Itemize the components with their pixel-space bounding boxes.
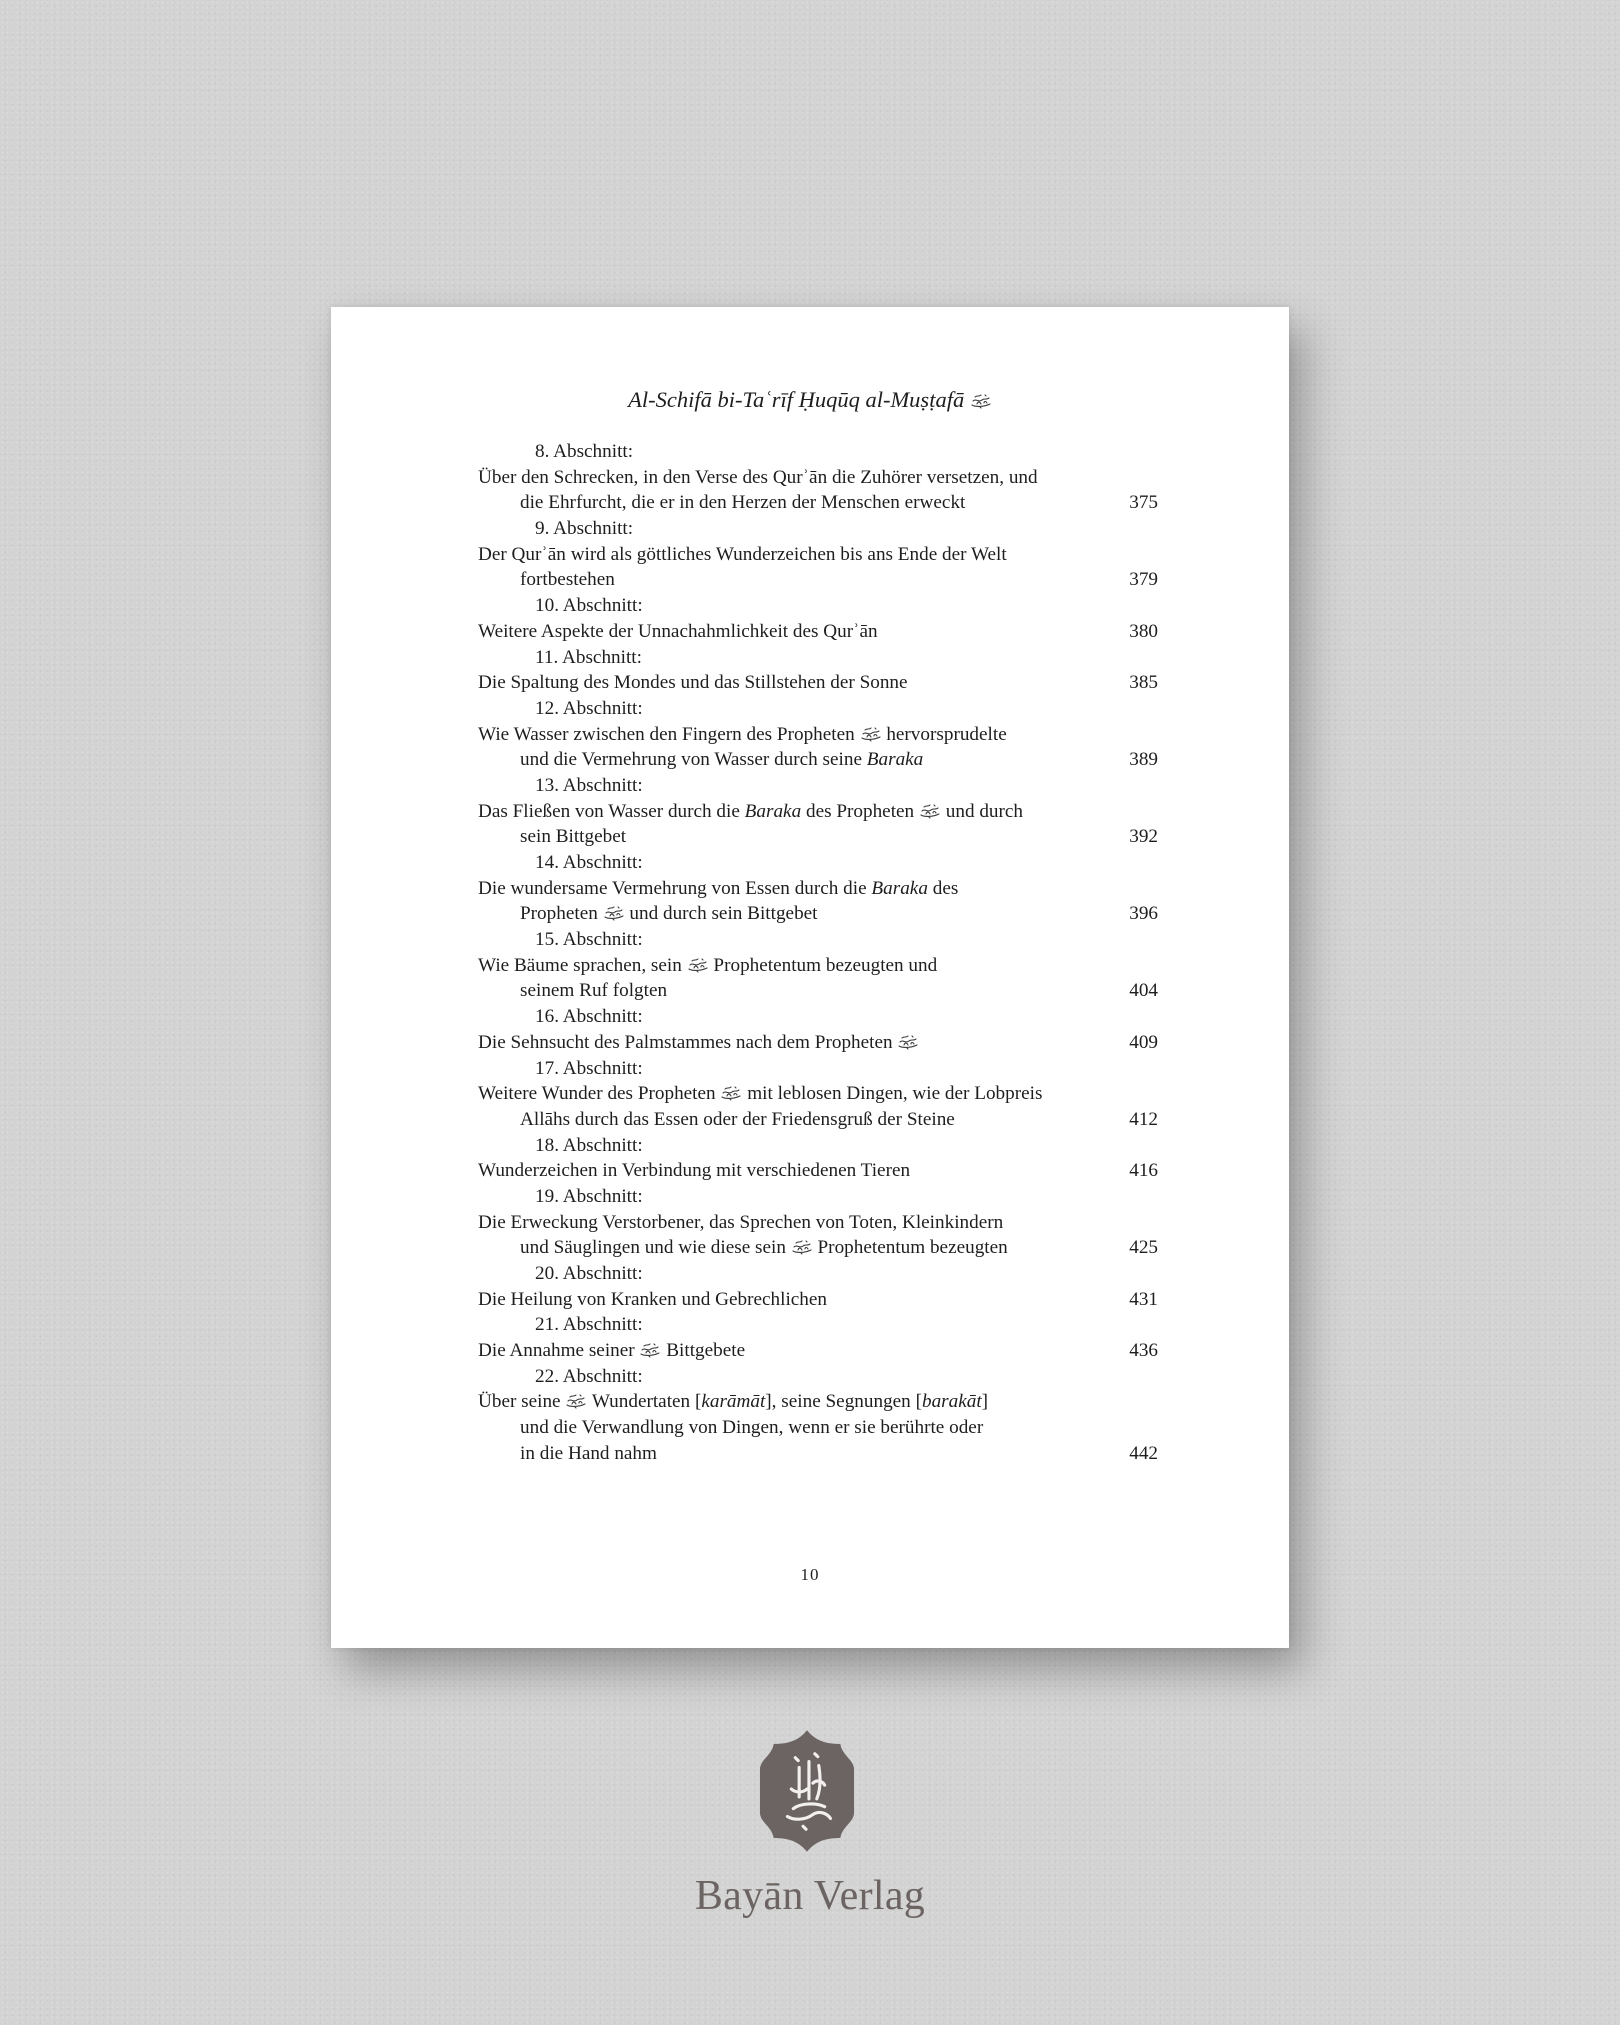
toc-entry-text: und Säuglingen und wie diese sein (520, 1237, 791, 1259)
salawat-calligraphy-icon (687, 956, 709, 973)
toc-entry-text: des Propheten (801, 800, 919, 822)
book-page (331, 307, 1289, 1648)
toc-entry-line (478, 824, 1158, 850)
salawat-calligraphy-icon (897, 1033, 919, 1050)
publisher-logo-icon (758, 1728, 856, 1854)
toc-entry-text: in die Hand nahm (520, 1442, 657, 1464)
toc-entry-line (478, 876, 1158, 902)
toc-entry-text: und die Verwandlung von Dingen, wenn er sie berührte oder (520, 1417, 984, 1439)
toc-entry-line (478, 1441, 1158, 1467)
toc-section-label: 9. Abschnitt: (535, 518, 634, 540)
toc-section-label: 22. Abschnitt: (535, 1365, 643, 1387)
toc-entry-text: sein Bittgebet (520, 826, 627, 848)
toc-page-number: 385 (1129, 672, 1158, 694)
toc-entry-text: fortbestehen (520, 569, 615, 591)
toc-entry-line (478, 1210, 1158, 1236)
toc-entry-text: Prophetentum bezeugten und (708, 954, 938, 976)
toc-entry-line (478, 1287, 1158, 1313)
toc-section-label: 16. Abschnitt: (535, 1006, 643, 1028)
toc-entry-text: Wie Wasser zwischen den Fingern des Propheten (478, 723, 860, 745)
toc-page-number: 379 (1129, 569, 1158, 591)
salawat-calligraphy-icon (919, 802, 941, 819)
toc-entry-line (478, 901, 1158, 927)
toc-entry-text: ] (981, 1391, 989, 1413)
toc-entry-text: Die Sehnsucht des Palmstammes nach dem Propheten (478, 1031, 898, 1053)
toc-section-label: 10. Abschnitt: (535, 595, 643, 617)
toc-entry-text: Die wundersame Vermehrung von Essen durch die (478, 877, 872, 899)
toc-entry-text: Wundertaten [ (587, 1391, 702, 1413)
toc-entry-line (478, 1235, 1158, 1261)
salawat-calligraphy-icon (860, 725, 882, 742)
toc-entry-text: Die Spaltung des Mondes und das Stillstehen der Sonne (478, 672, 908, 694)
toc-entry-line (478, 1338, 1158, 1364)
salawat-calligraphy-icon (970, 392, 992, 409)
toc-entry-line (478, 1389, 1158, 1415)
toc-entry-line (478, 619, 1158, 645)
toc-page-number: 396 (1129, 903, 1158, 925)
toc-page-number: 409 (1129, 1031, 1158, 1053)
toc-entry-line (478, 722, 1158, 748)
running-title (331, 387, 1289, 413)
toc-page-number: 404 (1129, 980, 1158, 1002)
toc-entry-text: Bittgebete (661, 1340, 746, 1362)
salawat-calligraphy-icon (720, 1084, 742, 1101)
toc-entry-text: Wunderzeichen in Verbindung mit verschiedenen Tieren (478, 1160, 911, 1182)
toc-section-label: 8. Abschnitt: (535, 441, 634, 462)
toc-entry-text: karāmāt (701, 1391, 766, 1413)
toc-entry-line (478, 542, 1158, 568)
toc-entry-line (478, 747, 1158, 773)
toc-entry-text: Die Erweckung Verstorbener, das Sprechen von Toten, Kleinkindern (478, 1211, 1004, 1233)
toc-entry-text: Weitere Aspekte der Unnachahmlichkeit des Qurʾān (478, 620, 878, 642)
toc-page-number: 412 (1129, 1108, 1158, 1130)
salawat-calligraphy-icon (639, 1341, 661, 1358)
toc-section-label: 19. Abschnitt: (535, 1185, 643, 1207)
toc-page-number: 436 (1129, 1340, 1158, 1362)
toc-entry-text: Propheten (520, 903, 603, 925)
toc-page-number: 389 (1129, 749, 1158, 771)
toc-page-number: 380 (1129, 620, 1158, 642)
toc-entry-text: Baraka (871, 877, 928, 899)
toc-entry-line (478, 978, 1158, 1004)
toc-entry-text: und durch (940, 800, 1024, 822)
toc-section-label: 11. Abschnitt: (535, 646, 642, 668)
toc-entry-line (478, 567, 1158, 593)
toc-entry-text: Baraka (866, 749, 924, 771)
toc-page-number: 431 (1129, 1288, 1158, 1310)
toc-entry-text: mit leblosen Dingen, wie der Lobpreis (742, 1083, 1043, 1105)
salawat-calligraphy-icon (565, 1392, 587, 1409)
toc-entry-text: barakāt (921, 1391, 982, 1413)
toc-section-label: 15. Abschnitt: (535, 929, 643, 951)
toc-entry-text: Weitere Wunder des Propheten (478, 1083, 721, 1105)
toc-entry-line (478, 670, 1158, 696)
toc-entry-text: Der Qurʾān wird als göttliches Wunderzeichen bis ans Ende der Welt (478, 543, 1007, 565)
salawat-calligraphy-icon (603, 904, 625, 921)
toc-entry-line (478, 465, 1158, 491)
toc-entry-text: ], seine Segnungen [ (765, 1391, 922, 1413)
toc-section-label: 17. Abschnitt: (535, 1057, 643, 1079)
toc-entry-line (478, 953, 1158, 979)
toc-entry-text: die Ehrfurcht, die er in den Herzen der Menschen erweckt (520, 492, 966, 514)
toc-section-label: 21. Abschnitt: (535, 1314, 643, 1336)
toc-entry-text: Baraka (744, 800, 802, 822)
toc-entry-text: seinem Ruf folgten (520, 980, 668, 1002)
toc-entry-line (478, 1158, 1158, 1184)
toc-page-number: 416 (1129, 1160, 1158, 1182)
toc-section-label: 14. Abschnitt: (535, 852, 643, 873)
page-number: 10 (800, 1565, 820, 1584)
publisher-name: Bayān Verlag (694, 1873, 926, 1919)
toc-entry-text: Über den Schrecken, in den Verse des Qurʾān die Zuhörer versetzen, und (478, 466, 1038, 488)
toc-section-label: 13. Abschnitt: (535, 774, 643, 796)
toc-entry-text: Die Heilung von Kranken und Gebrechlichen (478, 1288, 827, 1310)
toc-entry-line (478, 1081, 1158, 1107)
toc-entry-text: Allāhs durch das Essen oder der Friedensgruß der Steine (520, 1108, 955, 1130)
toc-entry-text: Wie Bäume sprachen, sein (478, 954, 687, 976)
toc-entry-line (478, 1030, 1158, 1056)
toc-entry-line (478, 490, 1158, 516)
toc-entry-text: Über seine (478, 1391, 566, 1413)
toc-entry-line (478, 1107, 1158, 1133)
toc-entry-text: Die Annahme seiner (478, 1340, 640, 1362)
toc-entry-text: Das Fließen von Wasser durch die (478, 800, 745, 822)
toc-entry-line (478, 1415, 1158, 1441)
toc-entry-text: des (927, 877, 959, 899)
toc-section-label: 18. Abschnitt: (535, 1134, 643, 1156)
toc-section-label: 20. Abschnitt: (535, 1263, 643, 1284)
running-title-text: Al-Schifā bi-Taʿrīf Ḥuqūq al-Muṣṭafā (628, 387, 965, 412)
toc-section-label: 12. Abschnitt: (535, 697, 643, 719)
toc-entry-text: und durch sein Bittgebet (624, 903, 818, 925)
toc-page-number: 392 (1129, 826, 1158, 848)
toc-page-number: 442 (1129, 1442, 1158, 1464)
toc-entry-text: hervorsprudelte (881, 723, 1007, 745)
toc-page-number: 425 (1129, 1237, 1158, 1259)
toc-entry-text: und die Vermehrung von Wasser durch seine (520, 749, 867, 771)
toc-entry-text: Prophetentum bezeugten (812, 1237, 1008, 1259)
table-of-contents (478, 439, 1158, 1467)
toc-page-number: 375 (1129, 492, 1158, 514)
toc-entry-line (478, 799, 1158, 825)
salawat-calligraphy-icon (791, 1238, 813, 1255)
